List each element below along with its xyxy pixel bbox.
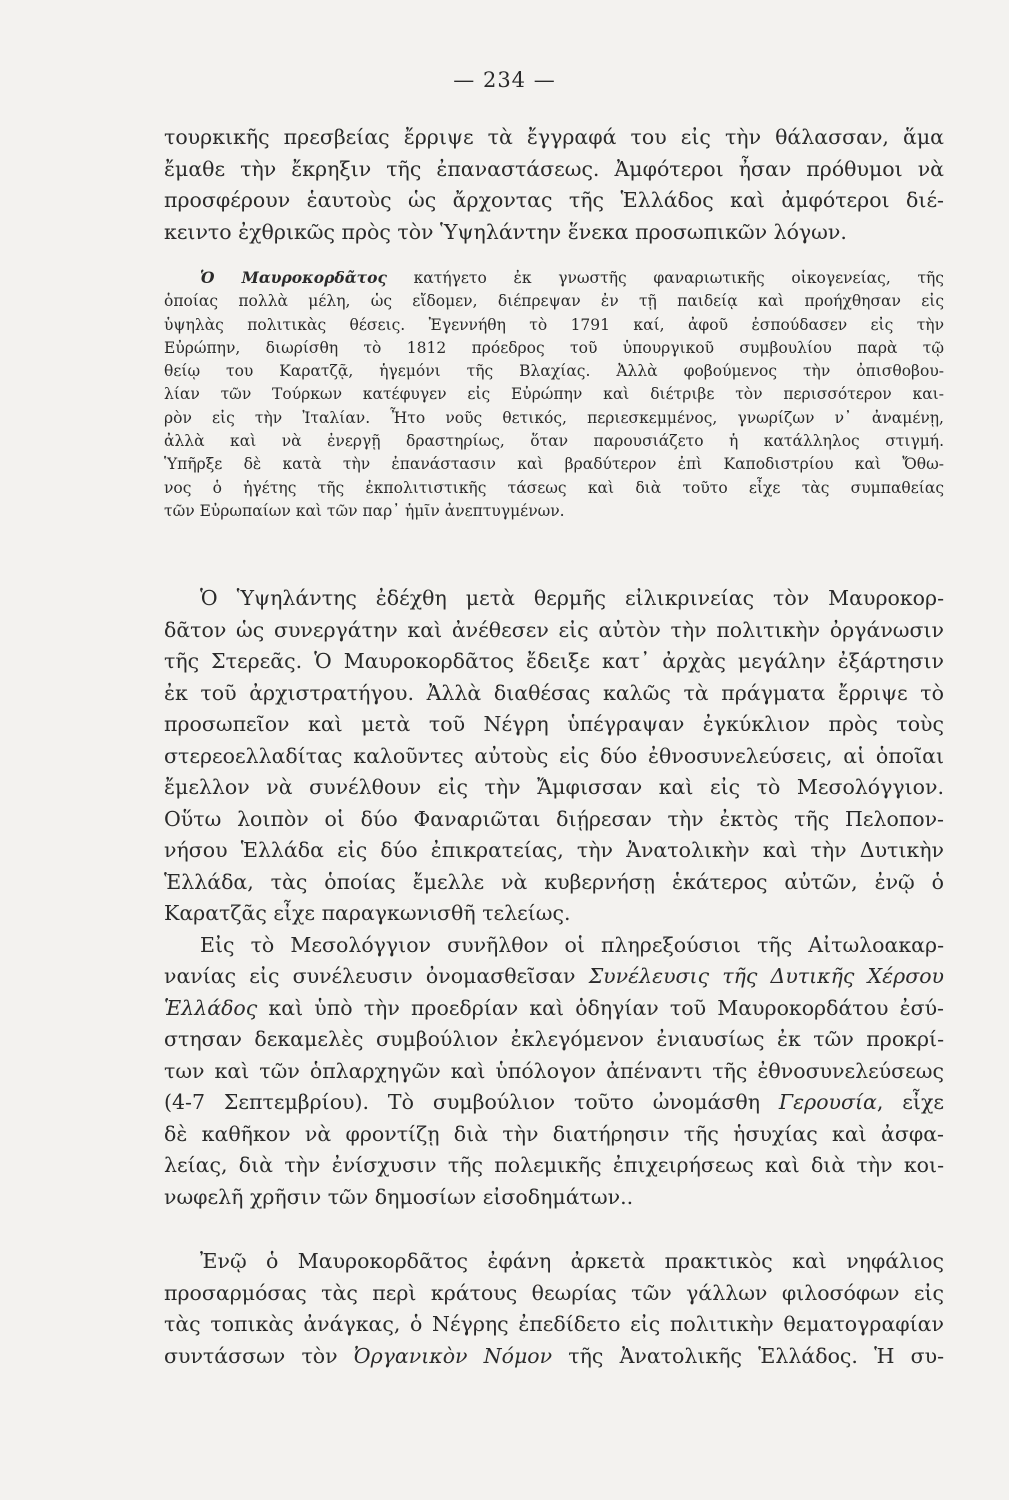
text-line: κειντο ἐχθρικῶς πρὸς τὸν Ὑψηλάντην ἕνεκα προσωπικῶν λόγων. xyxy=(164,219,847,244)
text-line: Οὕτω λοιπὸν οἱ δύο Φαναριῶται διῄρεσαν τὴν ἐκτὸς τῆς Πελοπον- xyxy=(164,806,944,831)
text-line: ρὸν εἰς τὴν Ἰταλίαν. Ἦτο νοῦς θετικός, περιεσκεμμένος, γνωρίζων ν᾽ ἀναμένῃ, xyxy=(164,408,944,427)
text-line xyxy=(164,1341,944,1373)
text-line: ἔμαθε τὴν ἔκρηξιν τῆς ἐπαναστάσεως. Ἀμφότεροι ἦσαν πρόθυμοι νὰ xyxy=(164,156,944,181)
text-line: Εὐρώπην, διωρίσθη τὸ 1812 πρόεδρος τοῦ ὑπουργικοῦ συμβουλίου παρὰ τῷ xyxy=(164,338,944,357)
italic-title: Συνέλευσις τῆς Δυτικῆς Χέρσου xyxy=(588,964,944,988)
paragraph-ypsilantis xyxy=(164,583,944,1213)
text-line: τῶν Εὐρωπαίων καὶ τῶν παρ᾽ ἡμῖν ἀνεπτυγμένων. xyxy=(164,501,565,520)
paragraph-negris xyxy=(164,1246,944,1372)
text-span: τῆς Ἀνατολικῆς Ἑλλάδος. Ἡ συ- xyxy=(552,1343,944,1368)
italic-term: Γερουσία xyxy=(778,1090,877,1114)
paragraph-intro xyxy=(164,122,944,248)
text-line: Καρατζᾶς εἶχε παραγκωνισθῆ τελείως. xyxy=(164,901,571,925)
text-line: Εἰς τὸ Μεσολόγγιον συνῆλθον οἱ πληρεξούσιοι τῆς Αἰτωλοακαρ- xyxy=(200,932,944,957)
text-line: προσωπεῖον καὶ μετὰ τοῦ Νέγρη ὑπέγραψαν ἐγκύκλιον πρὸς τοὺς xyxy=(164,712,944,736)
text-line xyxy=(164,266,944,290)
text-line: Ὁ Ὑψηλάντης ἐδέχθη μετὰ θερμῆς εἰλικρινείας τὸν Μαυροκορ- xyxy=(200,586,944,610)
text-line: νωφελῆ χρῆσιν τῶν δημοσίων εἰσοδημάτων.. xyxy=(164,1184,634,1209)
text-line: λίαν τῶν Τούρκων κατέφυγεν εἰς Εὐρώπην καὶ διέτριβε τὸν περισσότερον και- xyxy=(164,385,944,404)
text-line: τῆς Στερεᾶς. Ὁ Μαυροκορδᾶτος ἔδειξε κατ᾽ ἀρχὰς μεγάλην ἐξάρτησιν xyxy=(164,649,944,673)
text-line: των καὶ τῶν ὁπλαρχηγῶν καὶ ὑπόλογον ἀπέναντι τῆς ἐθνοσυνελεύσεως xyxy=(164,1058,944,1083)
text-span: , εἶχε xyxy=(876,1090,944,1114)
text-line: νήσου Ἑλλάδα εἰς δύο ἐπικρατείας, τὴν Ἀνατολικὴν καὶ τὴν Δυτικὴν xyxy=(164,838,944,862)
text-line: Ἑλλάδα, τὰς ὁποίας ἔμελλε νὰ κυβερνήσῃ ἑκάτερος αὐτῶν, ἐνῷ ὁ xyxy=(164,869,944,894)
text-span: (4-7 Σεπτεμβρίου). Τὸ συμβούλιον τοῦτο ὠνομάσθη xyxy=(164,1090,779,1114)
text-line xyxy=(164,961,944,993)
italic-title: Ἑλλάδος xyxy=(164,995,258,1020)
italic-title: Ὀργανικὸν Νόμον xyxy=(353,1343,553,1368)
text-line: τουρκικῆς πρεσβείας ἔρριψε τὰ ἔγγραφά του εἰς τὴν θάλασσαν, ἅμα xyxy=(164,125,944,149)
text-line: Ὑπῆρξε δὲ κατὰ τὴν ἐπανάστασιν καὶ βραδύτερον ἐπὶ Καποδιστρίου καὶ Ὄθω- xyxy=(164,455,944,474)
text-line: δὲ καθῆκον νὰ φροντίζῃ διὰ τὴν διατήρησιν τῆς ἡσυχίας καὶ ἀσφα- xyxy=(164,1121,944,1146)
text-line: ἐκ τοῦ ἀρχιστρατήγου. Ἀλλὰ διαθέσας καλῶς τὰ πράγματα ἔρριψε τὸ xyxy=(164,680,944,705)
text-line xyxy=(164,1087,944,1119)
text-line: δᾶτον ὡς συνεργάτην καὶ ἀνέθεσεν εἰς αὐτὸν τὴν πολιτικὴν ὀργάνωσιν xyxy=(164,617,944,642)
text-line: λείας, διὰ τὴν ἐνίσχυσιν τῆς πολεμικῆς ἐπιχειρήσεως καὶ διὰ τὴν κοι- xyxy=(164,1153,944,1177)
text-line: προσφέρουν ἑαυτοὺς ὡς ἄρχοντας τῆς Ἑλλάδος καὶ ἀμφότεροι διέ- xyxy=(164,188,944,212)
text-span: συντάσσων τὸν xyxy=(164,1343,354,1368)
text-span: καὶ ὑπὸ τὴν προεδρίαν καὶ ὁδηγίαν τοῦ Μαυροκορδάτου ἐσύ- xyxy=(257,995,944,1020)
text-line: ὁποίας πολλὰ μέλη, ὡς εἴδομεν, διέπρεψαν ἐν τῇ παιδείᾳ καὶ προήχθησαν εἰς xyxy=(164,292,944,311)
text-span: νανίας εἰς συνέλευσιν ὀνομασθεῖσαν xyxy=(164,964,589,988)
note-first-line: κατήγετο ἐκ γνωστῆς φαναριωτικῆς οἰκογενείας, τῆς xyxy=(413,269,944,287)
note-mavrokordatos xyxy=(164,266,944,523)
text-line xyxy=(164,993,944,1025)
text-line: στησαν δεκαμελὲς συμβούλιον ἐκλεγόμενον ἐνιαυσίως ἐκ τῶν προκρί- xyxy=(164,1027,944,1051)
note-name: Ὁ Μαυροκορδᾶτος xyxy=(200,268,387,287)
text-line: στερεοελλαδίτας καλοῦντες αὐτοὺς εἰς δύο ἐθνοσυνελεύσεις, αἱ ὁποῖαι xyxy=(164,743,944,768)
text-line: θείῳ του Καρατζᾷ, ἡγεμόνι τῆς Βλαχίας. Ἀλλὰ φοβούμενος τὴν ὀπισθοβου- xyxy=(164,362,944,381)
text-line: νος ὁ ἡγέτης τῆς ἐκπολιτιστικῆς τάσεως καὶ διὰ τοῦτο εἶχε τὰς συμπαθείας xyxy=(164,478,944,497)
page-number: — 234 — xyxy=(453,68,556,92)
text-line: ἔμελλον νὰ συνέλθουν εἰς τὴν Ἄμφισσαν καὶ εἰς τὸ Μεσολόγγιον. xyxy=(164,775,944,799)
text-line: προσαρμόσας τὰς περὶ κράτους θεωρίας τῶν γάλλων φιλοσόφων εἰς xyxy=(164,1280,944,1305)
text-line: ὑψηλὰς πολιτικὰς θέσεις. Ἐγεννήθη τὸ 1791 καί, ἀφοῦ ἐσπούδασεν εἰς τὴν xyxy=(164,315,944,334)
text-line: Ἐνῷ ὁ Μαυροκορδᾶτος ἐφάνη ἀρκετὰ πρακτικὸς καὶ νηφάλιος xyxy=(200,1249,944,1273)
text-line: ἀλλὰ καὶ νὰ ἐνεργῇ δραστηρίως, ὅταν παρουσιάζετο ἡ κατάλληλος στιγμή. xyxy=(164,432,944,451)
text-line: τὰς τοπικὰς ἀνάγκας, ὁ Νέγρης ἐπεδίδετο εἰς πολιτικὴν θεματογραφίαν xyxy=(164,1312,944,1336)
